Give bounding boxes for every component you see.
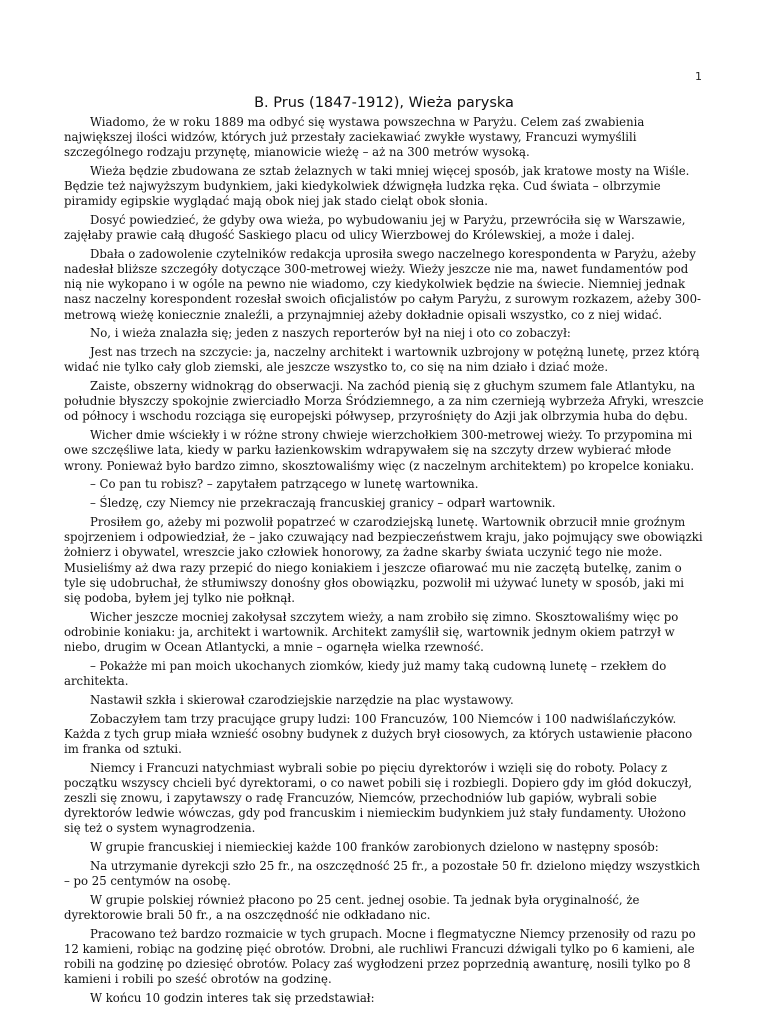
page-number: 1: [695, 70, 702, 83]
paragraph: Wiadomo, że w roku 1889 ma odbyć się wystawa powszechna w Paryżu. Celem zaś zwabienia największej ilości widzów, których już przestały zaciekawiać zwykłe wystawy, Francuzi wymyślili szczególnego rodzaju przynętę, mianowicie wieżę – aż na 300 metrów wysoką.: [64, 115, 645, 160]
paragraph: Jest nas trzech na szczycie: ja, naczelny architekt i wartownik uzbrojony w potężną lunetę, przez którą widać nie tylko cały glob ziemski, ale jeszcze wszystko to, co się na nim działo i dziać może.: [64, 345, 700, 375]
paragraph: Na utrzymanie dyrekcji szło 25 fr., na oszczędność 25 fr., a pozostałe 50 fr. dzielono między wszystkich – po 25 centymów na osobę.: [64, 858, 700, 888]
paragraph: – Śledzę, czy Niemcy nie przekraczają francuskiej granicy – odparł wartownik.: [90, 496, 556, 511]
paragraph: Wieża będzie zbudowana ze sztab żelaznych w taki mniej więcej sposób, jak kratowe mosty na Wiśle. Będzie też najwyższym budynkiem, jaki kiedykolwiek dźwignęła ludzka ręka. Cud świata – olbrzymie piramidy egipskie wyglądać mają obok niej jak stado cieląt obok słonia.: [64, 164, 690, 209]
paragraph: – Co pan tu robisz? – zapytałem patrzącego w lunetę wartownika.: [90, 477, 479, 492]
paragraph: W końcu 10 godzin interes tak się przedstawiał:: [90, 990, 375, 1005]
document-title: B. Prus (1847-1912), Wieża paryska: [254, 95, 514, 111]
paragraph: Zobaczyłem tam trzy pracujące grupy ludzi: 100 Francuzów, 100 Niemców i 100 nadwiślańczyków. Każda z tych grup miała wznieść osobny budynek z dużych brył ciosowych, za których ustawienie płacono im franka od sztuki.: [64, 711, 693, 756]
paragraph: No, i wieża znalazła się; jeden z naszych reporterów był na niej i oto co zobaczył:: [90, 326, 571, 341]
document-body: [64, 115, 704, 1010]
paragraph: Dosyć powiedzieć, że gdyby owa wieża, po wybudowaniu jej w Paryżu, przewróciła się w Warszawie, zajęłaby prawie całą długość Saskiego placu od ulicy Wierzbowej do Królewskiej, a może i dalej.: [64, 213, 686, 243]
paragraph: W grupie francuskiej i niemieckiej każde 100 franków zarobionych dzielono w następny sposób:: [90, 839, 659, 854]
paragraph: Wicher jeszcze mocniej zakołysał szczytem wieży, a nam zrobiło się zimno. Skosztowaliśmy więc po odrobinie koniaku: ja, architekt i wartownik. Architekt zamyślił się, wartownik jednym okiem patrzył w niebo, drugim w Ocean Atlantycki, a mnie – ogarnęła wielka rzewność.: [64, 609, 679, 654]
paragraph: Niemcy i Francuzi natychmiast wybrali sobie po pięciu dyrektorów i wzięli się do roboty. Polacy z początku wszyscy chcieli być dyrektorami, o co nawet pobili się i rozbiegli. Dopiero gdy im głód dokuczył, zeszli się znowu, i zapytawszy o radę Francuzów, Niemców, przechodniów lub gapiów, wybrali sobie dyrektorów ledwie wówczas, gdy pod francuskim i niemieckim budynkiem już stały fundamenty. Ułożono się też o system wynagrodzenia.: [64, 760, 692, 835]
paragraph: Pracowano też bardzo rozmaicie w tych grupach. Mocne i flegmatyczne Niemcy przenosiły od razu po 12 kamieni, robiąc na godzinę pięć obrotów. Drobni, ale ruchliwi Francuzi dźwigali tylko po 6 kamieni, ale robili na godzinę po dziesięć obrotów. Polacy zaś wygłodzeni przez poprzednią awanturę, nosili tylko po 8 kamieni i robili po sześć obrotów na godzinę.: [64, 926, 696, 987]
paragraph: Zaiste, obszerny widnokrąg do obserwacji. Na zachód pienią się z głuchym szumem fale Atlantyku, na południe błyszczy spokojnie zwierciadło Morza Śródziemnego, a za nim czernieją wybrzeża Afryki, wreszcie od północy i wschodu rozciąga się europejski półwysep, przyrośnięty do Azji jak olbrzymia huba do dębu.: [64, 379, 704, 424]
paragraph: – Pokażże mi pan moich ukochanych ziomków, kiedy już mamy taką cudowną lunetę – rzekłem do architekta.: [64, 658, 667, 688]
paragraph: W grupie polskiej również płacono po 25 cent. jednej osobie. Ta jednak była oryginalność, że dyrektorowie brali 50 fr., a na oszczędność nie odkładano nic.: [64, 892, 640, 922]
paragraph: Nastawił szkła i skierował czarodziejskie narzędzie na plac wystawowy.: [90, 692, 514, 707]
paragraph: Prosiłem go, ażeby mi pozwolił popatrzeć w czarodziejską lunetę. Wartownik obrzucił mnie groźnym spojrzeniem i odpowiedział, że – jako czuwający nad bezpieczeństwem kraju, jako pojmujący swe obowiązki żołnierz i obywatel, wreszcie jako człowiek honorowy, za żadne skarby świata uczynić tego nie może. Musieliśmy aż dwa razy przepić do niego koniakiem i jeszcze ofiarować mu nie zaczętą butelkę, zanim o tyle się udobruchał, że stłumiwszy donośny głos obowiązku, pozwolił mi używać lunety w sposób, jaki mi się podoba, byłem jej tylko nie połknął.: [64, 515, 703, 605]
paragraph: Dbała o zadowolenie czytelników redakcja uprosiła swego naczelnego korespondenta w Paryżu, ażeby nadesłał bliższe szczegóły dotyczące 300-metrowej wieży. Wieży jeszcze nie ma, nawet fundamentów pod nią nie wykopano i w ogóle na pewno nie wiadomo, czy kiedykolwiek będzie na świecie. Niemniej jednak nasz naczelny korespondent rozesłał swoich oficjalistów po całym Paryżu, z surowym rozkazem, ażeby 300-metrową wieżę koniecznie znaleźli, a przynajmniej ażeby dokładnie opisali wszystko, co z niej widać.: [64, 247, 701, 322]
paragraph: Wicher dmie wściekły i w różne strony chwieje wierzchołkiem 300-metrowej wieży. To przypomina mi owe szczęśliwe lata, kiedy w parku łazienkowskim wdrapywałem się na szczyty drzew wybierać młode wrony. Ponieważ było bardzo zimno, skosztowaliśmy więc (z naczelnym architektem) po kropelce koniaku.: [64, 428, 695, 473]
